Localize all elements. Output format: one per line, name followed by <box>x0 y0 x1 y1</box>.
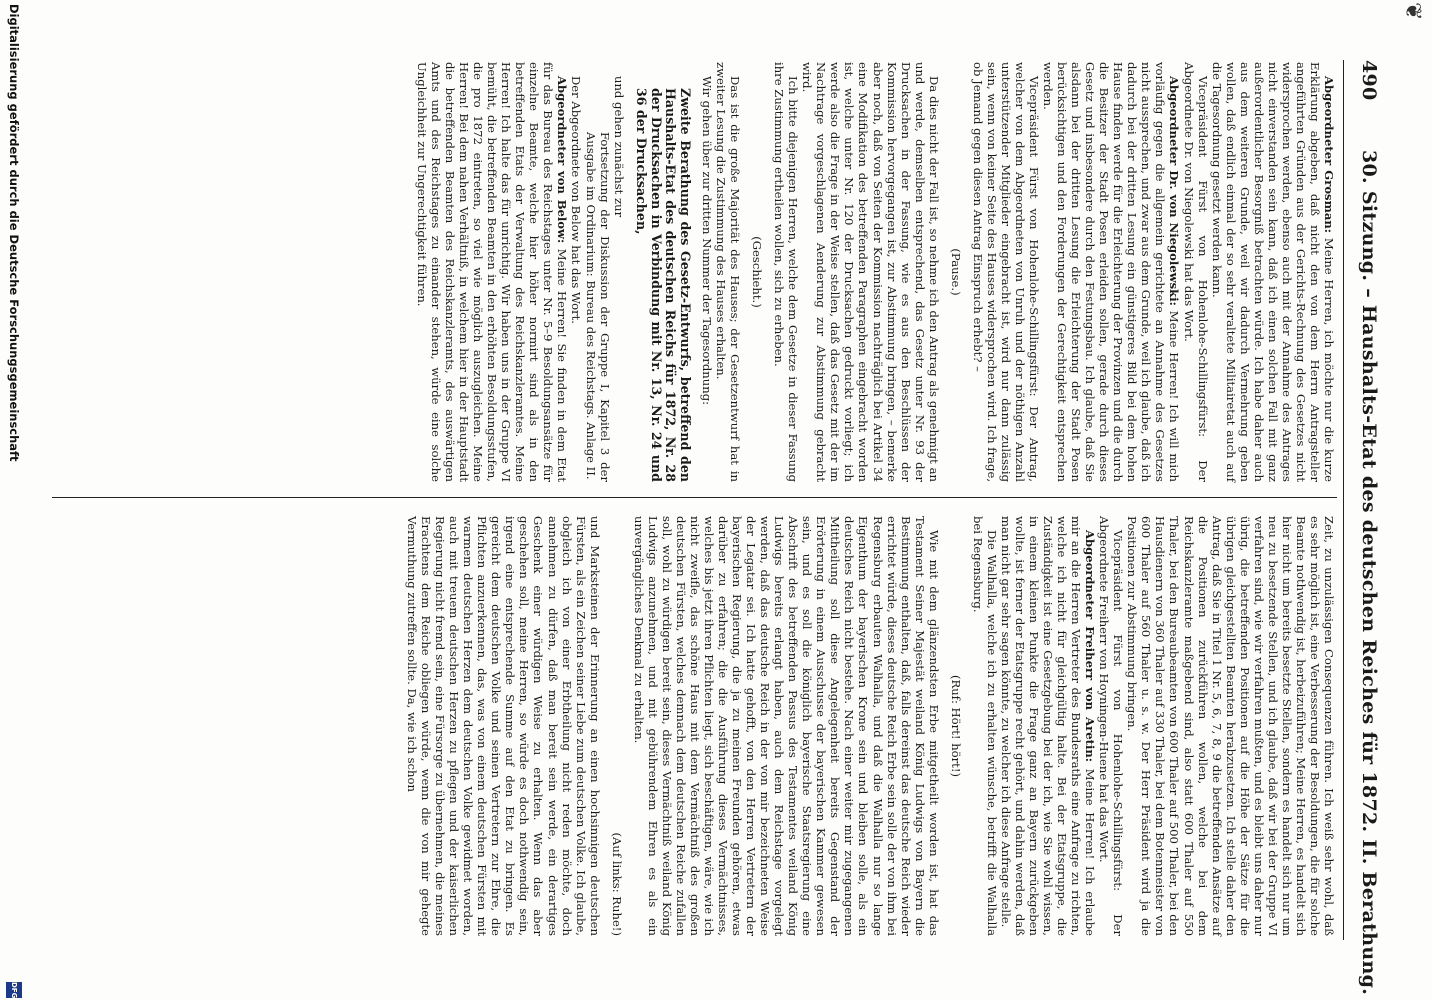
stage-note: (Ruf: Hört! hört!) <box>948 674 963 778</box>
right-column <box>46 516 1336 936</box>
column-divider <box>52 497 1337 498</box>
page-number: 490 <box>1358 60 1380 101</box>
stage-note: (Auf links: Ruhe!) <box>609 832 624 936</box>
paragraph: Vicepräsident Fürst von Hohenlohe-Schillingsfürst: Der Abgeordnete Freiherr von Hoyningen-Huene hat das Wort. <box>1097 516 1126 936</box>
paragraph: Vicepräsident Fürst von Hohenlohe-Schillingsfürst: Der Antrag, welcher von dem Abgeordneten von Unruh und der nöthigen Anzahl unterstützender Mitglieder eingebracht ist, wird nur dann zulässig sein, wenn von keiner Seite des Hauses widersprochen wird. Ich frage, ob Jemand gegen diesen Antrag Einspruch erhebt? – <box>970 62 1042 482</box>
paragraph: Vicepräsident Fürst von Hohenlohe-Schillingsfürst: Der Abgeordnete Dr. von Niegolewski hat das Wort. <box>1181 62 1210 482</box>
paragraph <box>1041 62 1181 482</box>
speaker-name: Abgeordneter Grosman: <box>1322 76 1336 234</box>
agenda-subitem: Fortsetzung der Diskussion der Gruppe I, Kapitel 3 der Ausgabe im Ordinarium: Bureau des Reichstags. Anlage II. <box>583 132 612 482</box>
speaker-name: Abgeordneter Dr. von Niegolewski: <box>1167 76 1182 306</box>
paragraph: Ich bitte diejenigen Herren, welche dem Gesetze in dieser Fassung ihre Zustimmung ertheilen wollen, sich zu erheben. <box>772 62 801 482</box>
paragraph: Wir gehen über zur dritten Nummer der Tagesordnung: <box>700 76 715 406</box>
page-header <box>1350 60 1380 996</box>
paragraph <box>999 516 1097 936</box>
paragraph: Da dies nicht der Fall ist, so nehme ich den Antrag als genehmigt an und werde, demselben entsprechend, das Gesetz unter Nr. 93 der Drucksachen in der Fassung, wie es aus den Beschlüssen der Kommission hervorgegangen ist, zur Abstimmung bringen, – bemerke aber noch, daß von Seiten der Kommission nachträglich bei Artikel 34 eine Modifikation des betreffenden Paragraphen eingebracht worden ist, welche unter Nr. 120 der Drucksachen gedruckt vorliegt; ich werde also die Frage in der Weise stellen, daß das Gesetz mit der im Nachtrage vorgeschlagenen Aenderung zur Abstimmung gebracht wird. <box>800 62 941 482</box>
paragraph: Das ist die große Majorität des Hauses; der Gesetzentwurf hat in zweiter Lesung die Zustimmung des Hauses erhalten. <box>714 62 743 482</box>
funding-notice: Digitalisierung gefördert durch die Deutsche Forschungsgemeinschaft <box>7 4 21 462</box>
speech-text: Meine Herren! Sie finden in dem Etat für das Bureau des Reichstages unter Nr. 5–9 Besoldungsansätze für einzelne Beamte, welche hier höher normirt sind als in den betreffenden Etats der Verwaltung des Reichskanzleramtes. Meine Herren! Ich halte das für unrichtig. Wir haben uns in der Gruppe VI bemüht, die betreffenden Beamten in den erhöhten Besoldungsstufen, die pro 1872 eintreten, so viel wie möglich auszugleichen. Meine Herren! Bei dem nahen Verhältniß, in welchem hier in der Hauptstadt die betreffenden Beamten des Reichskanzleramts, des auswärtigen Amts und des Reichstages zu einander stehen, würde eine solche Ungleichheit zur Ungerechtigkeit führen. <box>414 62 570 482</box>
speech-text: Meine Herren! Ich erlaube mir an die Herren Vertreter des Bundesraths eine Anfrage zu richten, welche ich nicht für gleichgültig halte. Bei der Etatsgruppe, die Zuständigkeit ist eine Gesetzgebung bei der ich, wie Sie wohl wissen, in einem kleinen Punkte die Frage ganz an Bayern zurückgeben wollte, ist ferner der Etatsgruppe recht gehört, und dahin werden, daß man nicht gar sehr sagen könnte, zu welcher ich diese Anfrage stelle. <box>998 516 1098 936</box>
header-rule <box>1343 60 1344 940</box>
speech-text: Meine Herren! Ich will mich vorläufig gegen die allgemein gerichtete an Annahme des Gesetzes nicht aussprechen, und zwar aus dem Grunde, weil ich glaube, daß ich dadurch bei der dritten Lesung ein günstigeres Bild bei dem hohen Hause finden werde für die Erleichterung der Provinzen und die durch die Besitzer der Stadt Posen erleiden sollen, gerade durch dieses Gesetz und insbesondere durch den Festungsbau. Ich glaube, daß Sie alsdann bei der dritten Lesung die Erleichterung der Stadt Posen berücksichtigen und den Forderungen der Gerechtigkeit entsprechen werden. <box>1041 62 1182 482</box>
dfg-logo: DFG <box>6 982 22 998</box>
pen-mark: ❦ <box>1400 2 1425 21</box>
paragraph: Die Walhalla, welche ich zu erhalten wünsche, betrifft die Walhalla bei Regensburg. <box>970 516 999 936</box>
digitization-footer <box>2 0 22 1000</box>
speech-text: Meine Herren, ich möchte nur die kurze Erklärung abgeben, daß nicht den von dem Herrn Antragsteller angeführten Gründen aus der Gerichts-Rechnung des Gesetzes nicht widersprochen werden, ebenso auch mit der Annahme des Antrages nicht einverstanden sein kann, daß ich einen solchen Fall mit ganz außerordentlicher Besorgniß betrachten würde. Ich habe daher auch aus dem weiteren Grunde, weil wir dadurch Vermehrung geben wollen, daß endlich einmal der so sehr veraltete Militairetat auch auf die Tagesordnung gesetzt werden kann. <box>1209 62 1336 483</box>
paragraph: und Marksteinen der Erinnerung an einen hochsinnigen deutschen Fürsten, als ein Zeichen seiner Liebe zum deutschen Volke. Ich glaube, obgleich ich von einer Erbtheilung nicht reden möchte, doch annehmen zu dürfen, daß man bereit sein werde, ein derartiges Geschenk einer würdigen Weise zu erhalten. Wenn das aber geschehen soll, meine Herren, so würde es doch nothwendig sein, irgend eine entsprechende Summe auf den Etat zu bringen. Es gereicht dem deutschen Volke und seinen Vertretern zur Ehre, die Pflichten anzuerkennen, das, was von einem deutschen Fürsten mit warmem deutschen Herzen dem deutschen Volke gewidmet worden, auch mit treuem deutschen Herzen zu pflegen und der kaiserlichen Regierung nicht fremd sein, eine Fürsorge zu übernehmen, die meines Erachtens dem Reiche obliegen würde, wenn die von mir gehegte Vermuthung zutreffen sollte. Da, wie ich schon <box>405 516 602 936</box>
speaker-name: Abgeordneter Freiherr von Aretin: <box>1083 530 1098 763</box>
agenda-item: Zweite Berathung des Gesetz-Entwurfs, betreffend den Haushalts-Etat des deutschen Reichs für 1872, Nr. 28 der Drucksachen in Verbindung mit Nr. 13, Nr. 24 und 36 der Drucksachen, <box>634 88 693 482</box>
paragraph: Wie mit dem glänzendsten Erbe mitgetheilt worden ist, hat das Testament Seiner Majestät weiland König Ludwigs von Bayern die Bestimmung enthalten, daß, falls dereinst das deutsche Reich wieder errichtet würde, dieses deutsche Reich Erbe sein solle der von ihm bei Regensburg erbauten Walhalla, und daß die Walhalla nur so lange Eigenthum der bayerischen Krone sein und bleiben solle, als ein deutsches Reich nicht bestehe. Nach einer weiter mir zugegangenen Mittheilung soll diese Angelegenheit bereits Gegenstand der Erörterung in einem Ausschusse der bayerischen Kammer gewesen sein, und es soll die königlich bayerische Staatsregierung eine Abschrift des betreffenden Passus des Testamentes weiland König Ludwigs bereits erlangt haben, auch dem Reichstage vorgelegt werden, daß das deutsche Reich in der von mir bezeichneten Weise der Legatar sei. Ich hatte gehofft, von den Herren Vertretern der bayerischen Regierung, die ja zu meinen Freunden gehören, etwas darüber zu erfahren; die die Ausführung dieses Vermächtnisses, welches bis jetzt ihren Pflichten liegt, sich beschäftigen, wäre, wie ich nicht zweifle, das schöne Haus mit dem Vermächtniß des großen deutschen Fürsten, welches demnach dem deutschen Reiche zufallen soll, wohl zu würdigen bereit sein, dieses Vermächtniß weiland König Ludwigs anzunehmen, und mit gebührendem Ehren es als ein unvergängliches Denkmal zu erhalten. <box>631 516 941 936</box>
paragraph <box>1210 62 1336 482</box>
stage-note: (Geschieht.) <box>750 236 765 308</box>
paragraph: Der Abgeordnete von Below hat das Wort. <box>569 76 584 324</box>
paragraph: und gehen zunächst zur <box>611 76 626 218</box>
left-column <box>46 62 1336 482</box>
speaker-name: Abgeordneter von Below: <box>555 76 570 244</box>
paragraph: Zeit, zu unzulässigen Consequenzen führen. Ich weiß sehr wohl, daß es sehr möglich ist, eine Verbesserung der Besoldungen, die für solche Beamte nothwendig ist, herbeizuführen; Meine Herren, es handelt sich hier nicht um bereits besetzte Stellen, sondern es handelt sich nur um neu zu besetzende Stellen, und ich glaube, daß wir bei der Gruppe VI verfahren sind, wie wir verfahren mußten, und es bleibt uns daher nur übrig, die betreffenden Positionen auf die Höhe der Sätze für die übrigen gleichgestellten Beamten herabzusetzen. Ich stelle daher den Antrag, daß Sie in Titel 1 Nr. 5, 6, 7, 8, 9 die betreffenden Ansätze auf die Positionen zurückführen wollen, welche bei dem Reichskanzleramte maßgebend sind, also statt 600 Thaler auf 550 Thaler, bei den Bureaubeamten von 600 Thaler auf 500 Thaler, bei den Hausdienern von 360 Thaler auf 330 Thaler, bei dem Botenmeister von 600 Thaler auf 560 Thaler u. s. w. Der Herr Präsident wird ja die Positionen zur Abstimmung bringen. <box>1125 516 1336 936</box>
paragraph <box>415 62 570 482</box>
running-title: 30. Sitzung. – Haushalts-Etat des deutschen Reiches für 1872. II. Berathung. <box>1358 150 1380 996</box>
stage-note: (Pause.) <box>948 248 963 296</box>
